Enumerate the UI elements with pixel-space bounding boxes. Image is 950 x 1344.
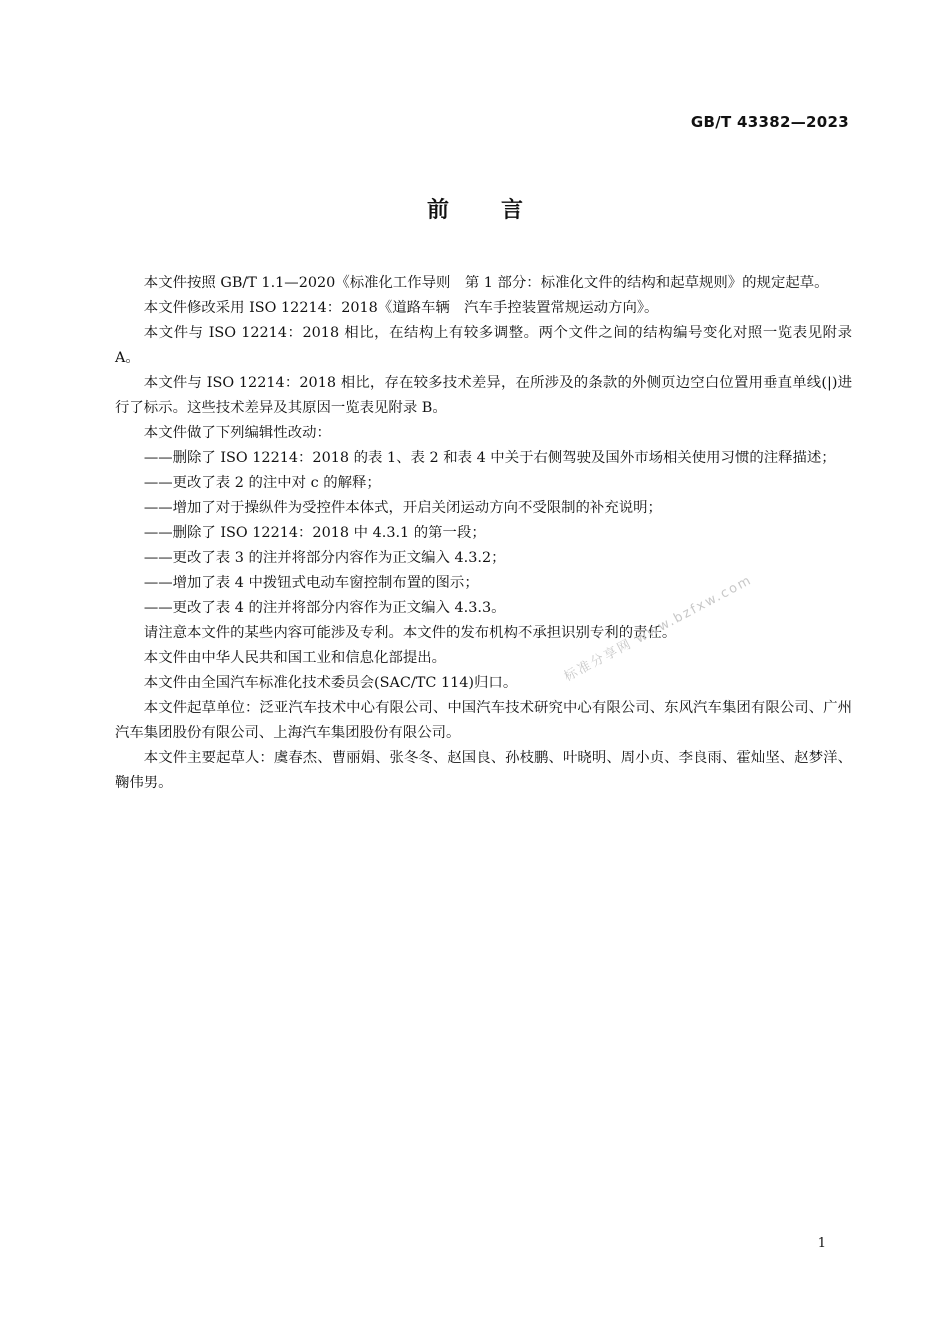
paragraph-editorial-intro: 本文件做了下列编辑性改动：: [143, 425, 331, 441]
paragraph-structure-changes: 本文件与 ISO 12214：2018 相比，在结构上有较多调整。两个文件之间的结构编号变化对照一览表见附录 A。: [115, 325, 852, 366]
paragraph-proposer: 本文件由中华人民共和国工业和信息化部提出。: [143, 650, 447, 666]
title-char-2: 言: [501, 198, 524, 223]
document-body: [115, 271, 852, 796]
list-item: ——更改了表 2 的注中对 c 的解释；: [143, 475, 381, 491]
paragraph-committee: 本文件由全国汽车标准化技术委员会(SAC/TC 114)归口。: [143, 675, 518, 691]
page-number: 1: [817, 1236, 826, 1251]
list-item: ——更改了表 4 的注并将部分内容作为正文编入 4.3.3。: [143, 600, 506, 616]
page-title: [0, 193, 950, 224]
list-item: ——更改了表 3 的注并将部分内容作为正文编入 4.3.2；: [143, 550, 506, 566]
paragraph-drafting-organizations: 本文件起草单位：泛亚汽车技术中心有限公司、中国汽车技术研究中心有限公司、东风汽车集团有限公司、广州汽车集团股份有限公司、上海汽车集团股份有限公司。: [115, 700, 852, 741]
list-item: ——删除了 ISO 12214：2018 的表 1、表 2 和表 4 中关于右侧驾驶及国外市场相关使用习惯的注释描述；: [143, 450, 836, 466]
standard-number: GB/T 43382—2023: [690, 113, 849, 131]
list-item: ——删除了 ISO 12214：2018 中 4.3.1 的第一段；: [143, 525, 486, 541]
paragraph-drafting-rules: 本文件按照 GB/T 1.1—2020《标准化工作导则 第 1 部分：标准化文件的结构和起草规则》的规定起草。: [143, 275, 829, 291]
list-item: ——增加了对于操纵件为受控件本体式，开启关闭运动方向不受限制的补充说明；: [143, 500, 662, 516]
list-item: ——增加了表 4 中拨钮式电动车窗控制布置的图示；: [143, 575, 479, 591]
paragraph-drafters: 本文件主要起草人：虞春杰、曹丽娟、张冬冬、赵国良、孙枝鹏、叶晓明、周小贞、李良雨、霍灿坚、赵梦洋、鞠伟男。: [115, 750, 852, 791]
paragraph-technical-differences: 本文件与 ISO 12214：2018 相比，存在较多技术差异，在所涉及的条款的外侧页边空白位置用垂直单线(|)进行了标示。这些技术差异及其原因一览表见附录 B。: [115, 375, 852, 416]
paragraph-adoption: 本文件修改采用 ISO 12214：2018《道路车辆 汽车手控装置常规运动方向》。: [143, 300, 659, 316]
title-char-1: 前: [426, 198, 449, 223]
watermark: 标准分享网 www.bzfxw.com: [561, 572, 755, 685]
paragraph-patent-notice: 请注意本文件的某些内容可能涉及专利。本文件的发布机构不承担识别专利的责任。: [143, 625, 677, 641]
